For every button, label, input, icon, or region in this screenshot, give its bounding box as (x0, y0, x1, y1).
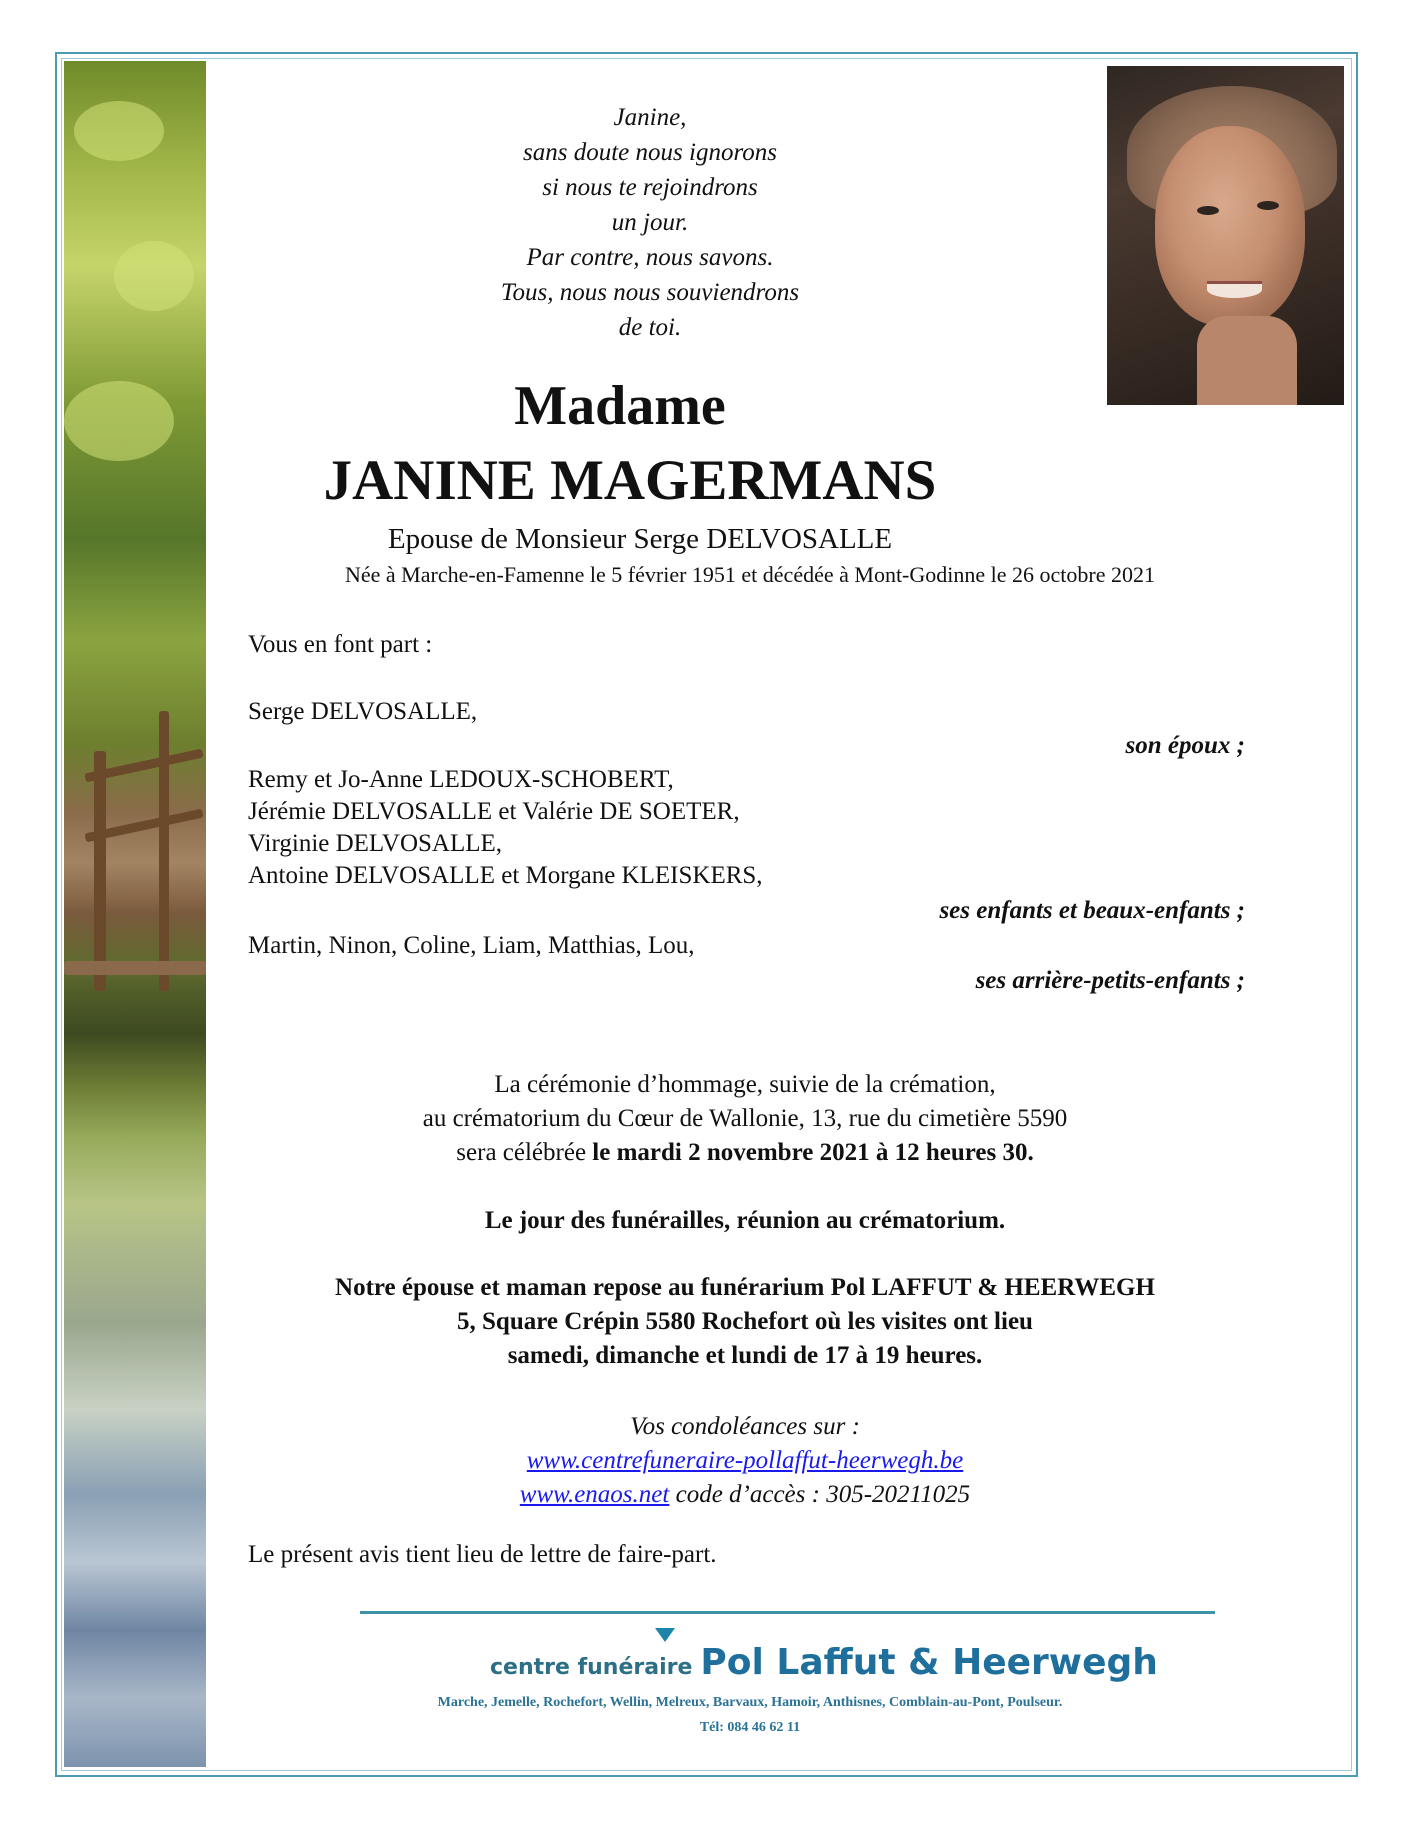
memorial-poem (450, 100, 850, 345)
poem-line: Janine, (613, 104, 687, 131)
announcement-intro: Vous en font part : (248, 631, 433, 658)
funerarium-block (220, 1271, 1270, 1373)
family-member-child: Remy et Jo-Anne LEDOUX-SCHOBERT, (248, 766, 674, 793)
ceremony-date-prefix: sera célébrée (456, 1139, 593, 1166)
funeral-home-logo (490, 1642, 1158, 1683)
poem-line: Tous, nous nous souviendrons (500, 279, 800, 306)
condolences-website-link[interactable]: www.centrefuneraire-pollaffut-heerwegh.be (526, 1447, 964, 1474)
meeting-note: Le jour des funérailles, réunion au crématorium. (484, 1207, 1006, 1234)
footer-phone: Tél: 084 46 62 11 (699, 1720, 801, 1735)
ceremony-line: au crématorium du Cœur de Wallonie, 13, rue du cimetière 5590 (422, 1105, 1068, 1132)
portrait-photo (1107, 66, 1344, 405)
landscape-strip-image (64, 61, 206, 1767)
family-member-child: Virginie DELVOSALLE, (248, 830, 503, 857)
ceremony-date-line (220, 1136, 1270, 1170)
ceremony-line: La cérémonie d’hommage, suivie de la crémation, (494, 1071, 996, 1098)
condolences-label: Vos condoléances sur : (630, 1413, 860, 1440)
spouse-line: Epouse de Monsieur Serge DELVOSALLE (387, 523, 893, 555)
ceremony-date: le mardi 2 novembre 2021 à 12 heures 30. (592, 1139, 1034, 1166)
family-member-grandchildren: Martin, Ninon, Coline, Liam, Matthias, Lou, (248, 932, 695, 959)
family-member-child: Jérémie DELVOSALLE et Valérie DE SOETER, (248, 798, 740, 825)
role-grandchildren: ses arrière-petits-enfants ; (975, 967, 1245, 994)
funerarium-line: samedi, dimanche et lundi de 17 à 19 heures. (507, 1342, 983, 1369)
ceremony-block (220, 1068, 1270, 1170)
family-member-child: Antoine DELVOSALLE et Morgane KLEISKERS, (248, 862, 763, 889)
footer-divider (360, 1611, 1215, 1614)
birth-death-line: Née à Marche-en-Famenne le 5 février 1951 et décédée à Mont-Godinne le 26 octobre 2021 (345, 562, 1155, 587)
poem-line: un jour. (611, 209, 689, 236)
logo-prefix: centre funéraire (490, 1655, 693, 1680)
role-children: ses enfants et beaux-enfants ; (939, 897, 1245, 924)
poem-line: de toi. (618, 314, 682, 341)
footer-towns: Marche, Jemelle, Rochefort, Wellin, Melreux, Barvaux, Hamoir, Anthisnes, Comblain-au-Pont, Poulseur. (437, 1695, 1063, 1710)
deceased-name: JANINE MAGERMANS (323, 449, 937, 512)
poem-line: Par contre, nous savons. (526, 244, 774, 271)
honorific-title: Madame (514, 375, 726, 437)
poem-line: sans doute nous ignorons (523, 139, 777, 166)
logo-brand: Pol Laffut & Heerwegh (700, 1642, 1158, 1683)
logo-arrow-icon (655, 1628, 675, 1642)
condolences-block (220, 1410, 1270, 1512)
role-husband: son époux ; (1125, 732, 1245, 759)
enaos-link[interactable]: www.enaos.net (519, 1481, 670, 1508)
family-member-husband: Serge DELVOSALLE, (248, 698, 478, 725)
poem-line: si nous te rejoindrons (542, 174, 758, 201)
closing-note: Le présent avis tient lieu de lettre de faire-part. (248, 1541, 717, 1568)
access-code: code d’accès : 305-20211025 (669, 1481, 971, 1508)
funerarium-line: 5, Square Crépin 5580 Rochefort où les visites ont lieu (457, 1308, 1033, 1335)
funerarium-line: Notre épouse et maman repose au funérarium Pol LAFFUT & HEERWEGH (335, 1274, 1155, 1301)
